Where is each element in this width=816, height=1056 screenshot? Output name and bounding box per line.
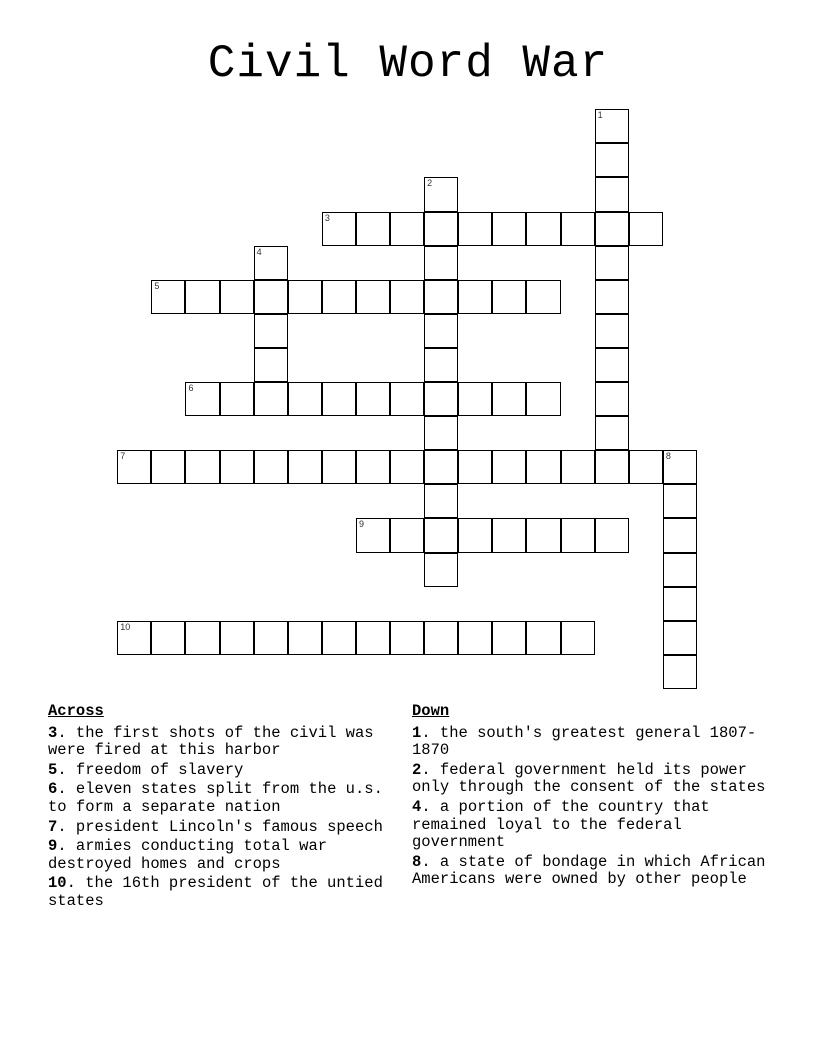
clue-down-2: 2. federal government held its power only through the consent of the states xyxy=(412,760,766,797)
grid-cell[interactable] xyxy=(526,212,560,246)
cell-number: 2 xyxy=(427,178,433,189)
grid-cell[interactable] xyxy=(458,212,492,246)
grid-cell[interactable] xyxy=(185,382,219,416)
grid-cell[interactable] xyxy=(595,518,629,552)
clue-number: 5 xyxy=(48,760,58,779)
grid-cell[interactable] xyxy=(390,280,424,314)
grid-cell[interactable] xyxy=(322,382,356,416)
grid-cell[interactable] xyxy=(595,382,629,416)
across-heading: Across xyxy=(48,702,104,720)
down-clues xyxy=(412,703,772,891)
grid-cell[interactable] xyxy=(424,280,458,314)
clue-number: 3 xyxy=(48,723,58,742)
clue-text: the first shots of the civil was were fired at this harbor xyxy=(48,723,374,760)
grid-cell[interactable] xyxy=(220,450,254,484)
clue-across-5: 5. freedom of slavery xyxy=(48,760,244,779)
clue-across-6: 6. eleven states split from the u.s. to form a separate nation xyxy=(48,780,383,816)
grid-cell[interactable] xyxy=(185,621,219,655)
grid-cell[interactable] xyxy=(390,518,424,552)
grid-cell[interactable] xyxy=(561,212,595,246)
grid-cell[interactable] xyxy=(424,382,458,416)
grid-cell[interactable] xyxy=(220,621,254,655)
clue-text: federal government held its power only through the consent of the states xyxy=(412,760,766,797)
clue-across-3: 3. the first shots of the civil was were fired at this harbor xyxy=(48,723,374,760)
grid-cell[interactable] xyxy=(424,484,458,518)
clue-number: 8 xyxy=(412,852,422,871)
page-title: Civil Word War xyxy=(207,38,609,90)
clue-down-4: 4. a portion of the country that remained loyal to the federal government xyxy=(412,797,710,852)
grid-cell[interactable] xyxy=(663,450,697,484)
grid-cell[interactable] xyxy=(424,177,458,211)
grid-cell[interactable] xyxy=(595,314,629,348)
grid-cell[interactable] xyxy=(322,621,356,655)
clue-down-1: 1. the south's greatest general 1807-1870 xyxy=(412,723,757,760)
grid-cell[interactable] xyxy=(254,246,288,280)
grid-cell[interactable] xyxy=(254,314,288,348)
grid-cell[interactable] xyxy=(595,450,629,484)
clue-text: the south's greatest general 1807-1870 xyxy=(412,723,757,760)
grid-cell[interactable] xyxy=(424,518,458,552)
grid-cell[interactable] xyxy=(424,314,458,348)
clue-across-7: 7. president Lincoln's famous speech xyxy=(48,817,383,836)
grid-cell[interactable] xyxy=(526,382,560,416)
grid-cell[interactable] xyxy=(492,212,526,246)
grid-cell[interactable] xyxy=(254,280,288,314)
clue-text: president Lincoln's famous speech xyxy=(75,817,383,836)
grid-cell[interactable] xyxy=(185,280,219,314)
grid-cell[interactable] xyxy=(595,280,629,314)
grid-cell[interactable] xyxy=(356,450,390,484)
grid-cell[interactable] xyxy=(288,450,322,484)
grid-cell[interactable] xyxy=(424,246,458,280)
clue-down-8: 8. a state of bondage in which African Americans were owned by other people xyxy=(412,852,766,889)
grid-cell[interactable] xyxy=(424,416,458,450)
grid-cell[interactable] xyxy=(356,382,390,416)
grid-cell[interactable] xyxy=(288,280,322,314)
cell-number: 4 xyxy=(256,246,262,257)
clue-text: eleven states split from the u.s. to form a separate nation xyxy=(48,780,383,816)
grid-cell[interactable] xyxy=(526,621,560,655)
grid-cell[interactable] xyxy=(595,416,629,450)
grid-cell[interactable] xyxy=(663,655,697,689)
grid-cell[interactable] xyxy=(526,450,560,484)
grid-cell[interactable] xyxy=(424,348,458,382)
grid-cell[interactable] xyxy=(526,518,560,552)
grid-cell[interactable] xyxy=(595,109,629,143)
grid-cell[interactable] xyxy=(458,450,492,484)
grid-cell[interactable] xyxy=(424,212,458,246)
grid-cell[interactable] xyxy=(663,484,697,518)
grid-cell[interactable] xyxy=(151,450,185,484)
clue-across-10: 10. the 16th president of the untied states xyxy=(48,874,383,910)
grid-cell[interactable] xyxy=(424,621,458,655)
cell-number: 1 xyxy=(597,110,603,121)
grid-cell[interactable] xyxy=(663,518,697,552)
grid-cell[interactable] xyxy=(561,518,595,552)
clue-text: the 16th president of the untied states xyxy=(48,874,383,910)
grid-cell[interactable] xyxy=(254,382,288,416)
grid-cell[interactable] xyxy=(458,382,492,416)
grid-cell[interactable] xyxy=(492,518,526,552)
grid-cell[interactable] xyxy=(390,621,424,655)
grid-cell[interactable] xyxy=(322,212,356,246)
clue-number: 4 xyxy=(412,797,422,816)
clue-number: 1 xyxy=(412,723,422,742)
clue-across-9: 9. armies conducting total war destroyed homes and crops xyxy=(48,837,328,873)
grid-cell[interactable] xyxy=(390,382,424,416)
clue-text: a portion of the country that remained loyal to the federal government xyxy=(412,797,710,852)
grid-cell[interactable] xyxy=(595,177,629,211)
grid-cell[interactable] xyxy=(117,621,151,655)
clue-text: armies conducting total war destroyed homes and crops xyxy=(48,837,328,873)
grid-cell[interactable] xyxy=(595,143,629,177)
clue-number: 7 xyxy=(48,817,58,836)
down-heading: Down xyxy=(412,702,450,720)
grid-cell[interactable] xyxy=(117,450,151,484)
grid-cell[interactable] xyxy=(595,212,629,246)
clue-number: 9 xyxy=(48,837,58,856)
grid-cell[interactable] xyxy=(322,450,356,484)
cell-number: 5 xyxy=(154,280,160,291)
grid-cell[interactable] xyxy=(390,450,424,484)
grid-cell[interactable] xyxy=(254,621,288,655)
grid-cell[interactable] xyxy=(663,587,697,621)
cell-number: 7 xyxy=(120,451,126,462)
grid-cell[interactable] xyxy=(151,280,185,314)
grid-cell[interactable] xyxy=(254,348,288,382)
grid-cell[interactable] xyxy=(185,450,219,484)
grid-cell[interactable] xyxy=(561,621,595,655)
clue-number: 6 xyxy=(48,780,58,799)
across-clues xyxy=(48,703,408,913)
cell-number: 3 xyxy=(324,212,330,223)
grid-cell[interactable] xyxy=(151,621,185,655)
grid-cell[interactable] xyxy=(526,280,560,314)
grid-cell[interactable] xyxy=(492,621,526,655)
grid-cell[interactable] xyxy=(663,553,697,587)
grid-cell[interactable] xyxy=(288,382,322,416)
grid-cell[interactable] xyxy=(424,450,458,484)
grid-cell[interactable] xyxy=(492,280,526,314)
grid-cell[interactable] xyxy=(663,621,697,655)
grid-cell[interactable] xyxy=(390,212,424,246)
grid-cell[interactable] xyxy=(595,246,629,280)
grid-cell[interactable] xyxy=(356,280,390,314)
clue-text: freedom of slavery xyxy=(75,760,244,779)
grid-cell[interactable] xyxy=(322,280,356,314)
grid-cell[interactable] xyxy=(356,212,390,246)
grid-cell[interactable] xyxy=(254,450,288,484)
grid-cell[interactable] xyxy=(595,348,629,382)
grid-cell[interactable] xyxy=(424,553,458,587)
grid-cell[interactable] xyxy=(356,621,390,655)
grid-cell[interactable] xyxy=(492,450,526,484)
grid-cell[interactable] xyxy=(629,212,663,246)
grid-cell[interactable] xyxy=(458,518,492,552)
cell-number: 6 xyxy=(188,383,194,394)
grid-cell[interactable] xyxy=(220,280,254,314)
grid-cell[interactable] xyxy=(356,518,390,552)
grid-cell[interactable] xyxy=(458,621,492,655)
grid-cell[interactable] xyxy=(458,280,492,314)
cell-number: 8 xyxy=(665,451,671,462)
clue-text: a state of bondage in which African Americans were owned by other people xyxy=(412,852,766,889)
clue-number: 2 xyxy=(412,760,422,779)
cell-number: 9 xyxy=(358,519,364,530)
grid-cell[interactable] xyxy=(561,450,595,484)
clue-number: 10 xyxy=(48,874,67,893)
grid-cell[interactable] xyxy=(629,450,663,484)
grid-cell[interactable] xyxy=(220,382,254,416)
grid-cell[interactable] xyxy=(492,382,526,416)
cell-number: 10 xyxy=(120,621,131,632)
grid-cell[interactable] xyxy=(288,621,322,655)
